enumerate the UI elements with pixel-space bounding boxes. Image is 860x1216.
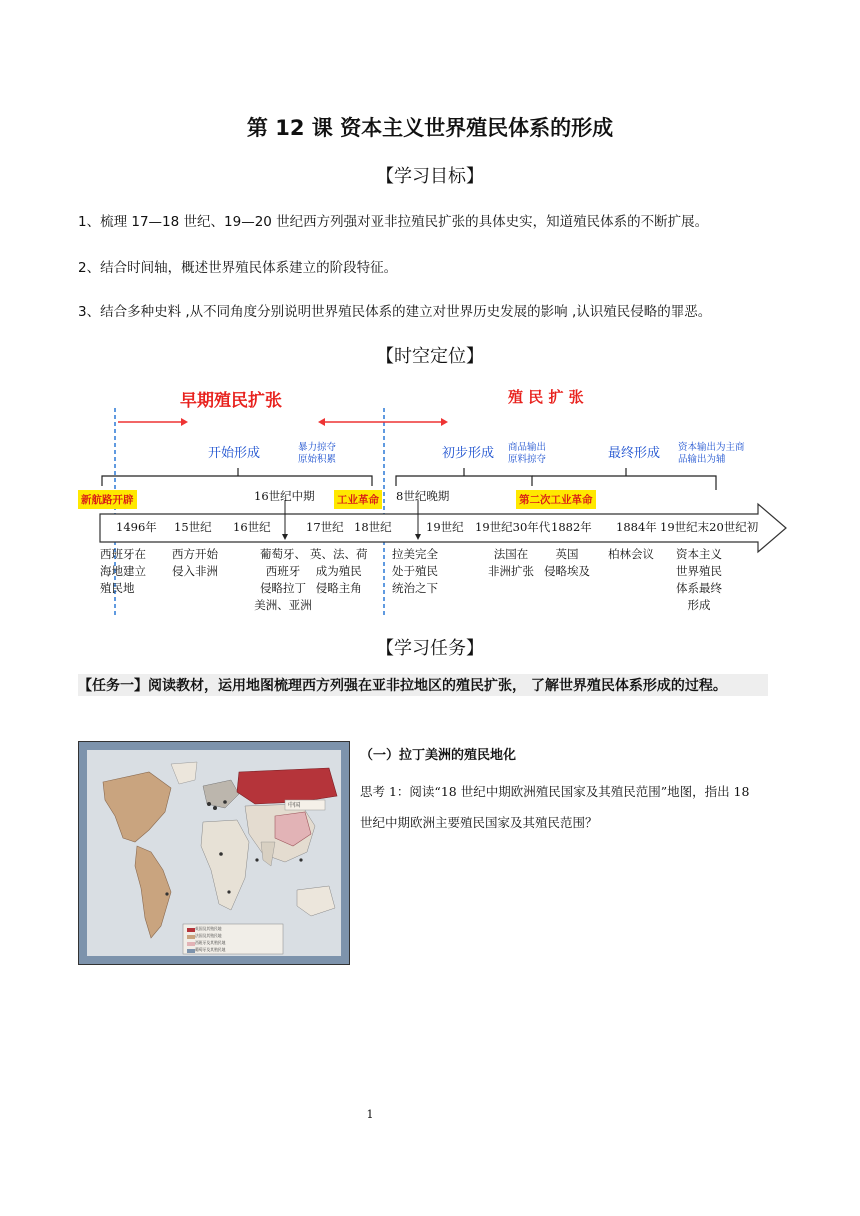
badge-industrial: 工业革命 <box>334 490 382 509</box>
tick-1884: 1884年 <box>616 520 657 534</box>
stage-final: 最终形成 <box>608 446 661 461</box>
map-russia <box>237 768 337 804</box>
tick-19c-end-20c: 19世纪末20世纪初 <box>660 520 759 534</box>
bracket-final <box>532 476 716 490</box>
label-16c-mid: 16世纪中期 <box>254 489 315 503</box>
bracket-initial <box>396 476 532 486</box>
event-1884: 柏林会议 <box>608 547 654 561</box>
bracket-start <box>102 476 372 486</box>
subsection-heading: （一）拉丁美洲的殖民地化 <box>360 748 517 763</box>
think-question-1: 思考 1：阅读“18 世纪中期欧洲殖民国家及其殖民范围”地图，指出 18 世纪中期欧洲主要殖民国家及其殖民范围？ <box>360 784 750 830</box>
tick-19c-30s: 19世纪30年代 <box>475 520 551 534</box>
objective-3: 3、结合多种史料 ,从不同角度分别说明世界殖民体系的建立对世界历史发展的影响 ,认识殖民侵略的罪恶。 <box>78 304 712 320</box>
tick-16c: 16世纪 <box>233 520 271 534</box>
map-inset-label: 中国 <box>288 802 301 809</box>
tick-18c: 18世纪 <box>354 520 392 534</box>
event-17c: 英、法、荷 成为殖民 侵略主角 <box>310 547 368 595</box>
event-1882: 英国 侵略埃及 <box>544 547 590 578</box>
event-19c-30s: 法国在 非洲扩张 <box>488 547 534 578</box>
badge-second-industrial: 第二次工业革命 <box>516 490 596 509</box>
tick-1882: 1882年 <box>551 520 592 534</box>
page-title: 第 12 课 资本主义世界殖民体系的形成 <box>246 116 614 140</box>
tick-1496: 1496年 <box>116 520 157 534</box>
task1-text <box>78 670 778 702</box>
task1-body: 阅读教材，运用地图梳理西方列强在亚非拉地区的殖民扩张， 了解世界殖民体系形成的过程。 <box>148 678 727 694</box>
tasks-heading: 【学习任务】 <box>376 638 484 659</box>
colonial-map-image <box>78 741 350 965</box>
objective-2: 2、结合时间轴，概述世界殖民体系建立的阶段特征。 <box>78 260 398 276</box>
early-expansion-label: 早期殖民扩张 <box>180 391 282 411</box>
stage-start-note: 暴力掠夺 原始积累 <box>298 442 337 465</box>
timeline-heading: 【时空定位】 <box>376 346 484 367</box>
stage-initial-note: 商品输出 原料掠夺 <box>508 442 547 465</box>
tick-15c: 15世纪 <box>174 520 212 534</box>
page-number: 1 <box>366 1108 374 1121</box>
event-1496: 西班牙在 海地建立 殖民地 <box>100 547 146 595</box>
event-19c: 拉美完全 处于殖民 统治之下 <box>392 547 438 595</box>
event-15c: 西方开始 侵入非洲 <box>172 547 218 578</box>
event-final: 资本主义 世界殖民 体系最终 形成 <box>676 547 722 612</box>
event-16c: 葡萄牙、 西班牙 侵略拉丁 美洲、亚洲 <box>254 547 312 612</box>
stage-start: 开始形成 <box>208 446 261 461</box>
tick-19c: 19世纪 <box>426 520 464 534</box>
stage-initial: 初步形成 <box>442 446 495 461</box>
task1-label: 【任务一】 <box>78 678 148 694</box>
timeline-figure <box>78 372 790 622</box>
stage-final-note: 资本输出为主商 品输出为辅 <box>678 442 745 465</box>
tick-17c: 17世纪 <box>306 520 344 534</box>
label-18c-late: 8世纪晚期 <box>396 489 450 503</box>
objective-1: 1、梳理 17—18 世纪、19—20 世纪西方列强对亚非拉殖民扩张的具体史实，知道殖民体系的不断扩展。 <box>78 214 709 230</box>
badge-new-route: 新航路开辟 <box>78 490 137 509</box>
expansion-label: 殖 民 扩 张 <box>508 388 584 406</box>
objectives-heading: 【学习目标】 <box>376 166 484 187</box>
map-legend-text: 英国及其殖民地 法国及其殖民地 西班牙及其殖民地 葡萄牙及其殖民地 <box>195 926 226 952</box>
